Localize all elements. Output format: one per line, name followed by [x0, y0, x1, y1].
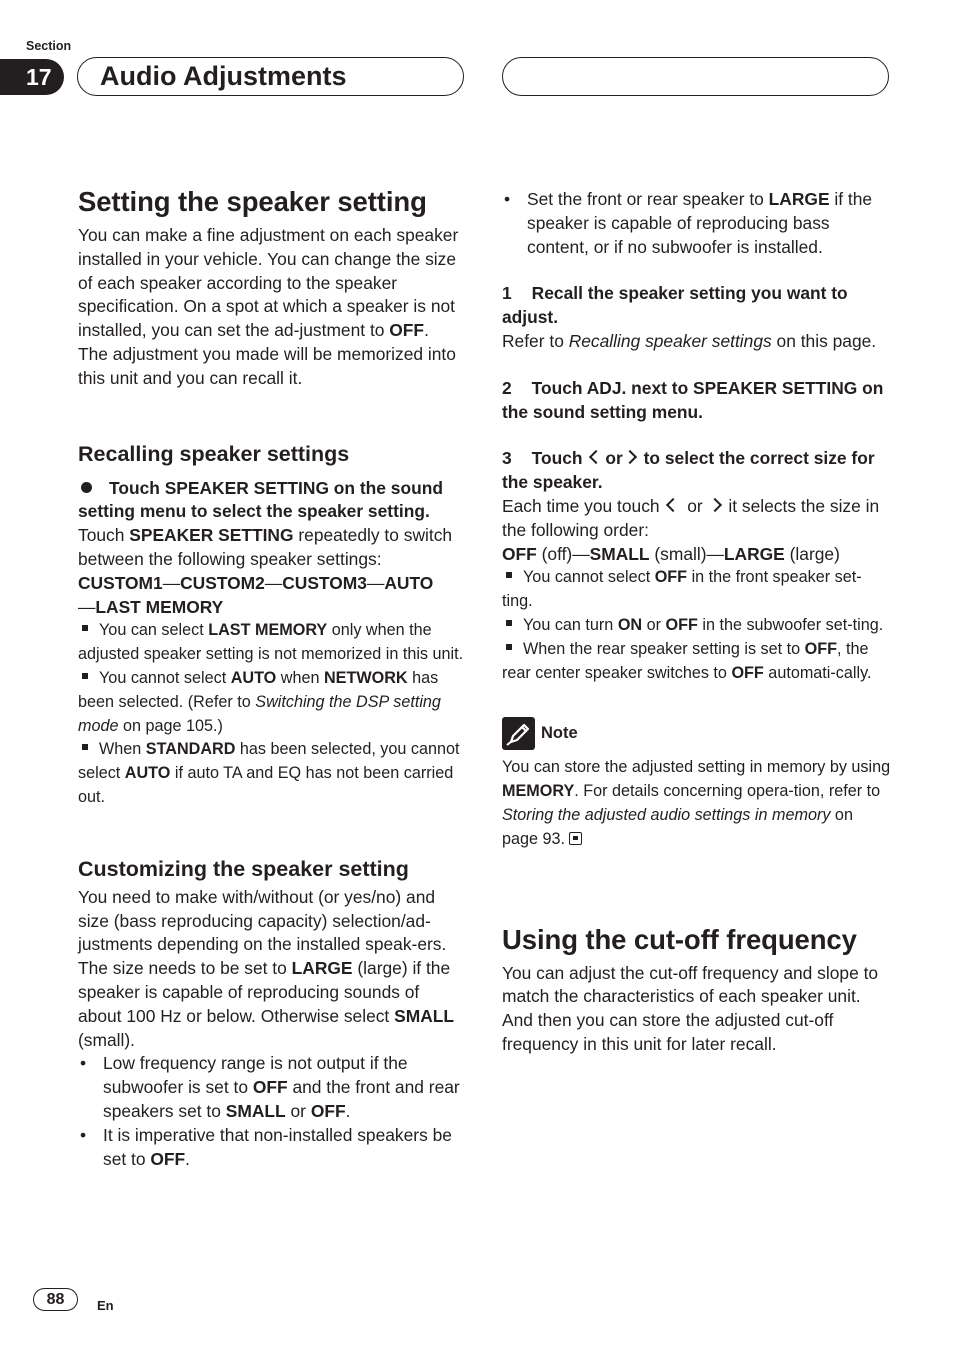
step-3: 3 Touch or to select the correct size for the speaker. — [502, 448, 875, 493]
language-code: En — [97, 1298, 114, 1313]
recall-note-1: You can select LAST MEMORY only when the adjusted speaker setting is not memorized in this unit. — [78, 621, 464, 664]
note-heading — [502, 717, 892, 750]
heading-cutoff: Using the cut-off frequency — [502, 923, 857, 955]
section-number-tab: 17 — [0, 59, 64, 95]
heading-recalling: Recalling speaker settings — [78, 441, 350, 466]
step-1-body: Refer to Recalling speaker settings on this page. — [502, 330, 877, 351]
end-mark-icon — [569, 832, 582, 845]
square-bullet-icon — [506, 572, 512, 578]
header-empty-frame — [502, 57, 889, 96]
cutoff-paragraph: You can adjust the cut-off frequency and slope to match the characteristics of each speaker unit. And then you can store the adjusted cut-off frequency in this unit for later recall. — [502, 962, 879, 1054]
step-2: 2 Touch ADJ. next to SPEAKER SETTING on the sound setting menu. — [502, 377, 884, 422]
chevron-right-icon — [707, 498, 721, 512]
page-number: 88 — [33, 1288, 78, 1311]
custom-paragraph: You need to make with/without (or yes/no) and size (bass reproducing capacity) selection/ad-justments depending on the installed speak-ers. The size needs to be set to LARGE (large) if the speaker is capable of reproducing sounds of about 100 Hz or below. Otherwise select SMALL (small). — [78, 886, 455, 1050]
size-note-2: You can turn ON or OFF in the subwoofer set-ting. — [502, 614, 892, 638]
size-note-3: When the rear speaker setting is set to OFF, the rear center speaker switches to OFF automati-cally. — [502, 639, 872, 682]
custom-bullet-1: • Low frequency range is not output if the subwoofer is set to OFF and the front and rear speakers set to SMALL or OFF. — [78, 1052, 466, 1123]
chapter-title: Audio Adjustments — [100, 61, 347, 91]
square-bullet-icon — [82, 673, 88, 679]
size-note-1: You cannot select OFF in the front speaker set-ting. — [502, 568, 862, 611]
heading-customizing: Customizing the speaker setting — [78, 856, 409, 881]
recall-note-2: You cannot select AUTO when NETWORK has been selected. (Refer to Switching the DSP setting mode on page 105.) — [78, 668, 441, 735]
recall-step: Touch SPEAKER SETTING on the sound setting menu to select the speaker setting. — [78, 477, 443, 522]
chevron-left-icon — [666, 498, 680, 512]
square-bullet-icon — [506, 644, 512, 650]
pencil-note-icon — [502, 717, 535, 750]
bullet-dot-icon — [81, 482, 92, 493]
right-column — [502, 188, 892, 1057]
section-label: Section — [26, 39, 72, 53]
heading-setting-speaker: Setting the speaker setting — [78, 186, 427, 217]
note-body: You can store the adjusted setting in memory by using MEMORY. For details concerning opera-tion, refer to Storing the adjusted audio settings in memory on page 93. — [502, 758, 891, 848]
left-column — [78, 186, 466, 1171]
recall-note-3: When STANDARD has been selected, you cannot select AUTO if auto TA and EQ has not been carried out. — [78, 740, 460, 806]
recall-sequence: CUSTOM1—CUSTOM2—CUSTOM3—AUTO —LAST MEMORY — [78, 572, 434, 617]
intro-paragraph-2: The adjustment you made will be memorized into this unit and you can recall it. — [78, 343, 456, 388]
chevron-left-icon — [589, 450, 603, 464]
square-bullet-icon — [82, 744, 88, 750]
size-order: OFF (off)—SMALL (small)—LARGE (large) — [502, 543, 840, 564]
step-1: 1 Recall the speaker setting you want to adjust. — [502, 283, 848, 328]
square-bullet-icon — [82, 625, 88, 631]
recall-body: Touch SPEAKER SETTING repeatedly to switch between the following speaker settings: — [78, 525, 453, 569]
square-bullet-icon — [506, 620, 512, 626]
note-title: Note — [541, 723, 578, 742]
intro-paragraph: You can make a fine adjustment on each speaker installed in your vehicle. You can change the size of each speaker according to the speaker specification. On a spot at which a speaker is not installed, you can set the ad-justment to OFF. — [78, 225, 459, 341]
chevron-right-icon — [623, 450, 637, 464]
custom-bullet-3: • Set the front or rear speaker to LARGE if the speaker is capable of reproducing bass content, or if no subwoofer is installed. — [502, 188, 892, 259]
step-3-body: Each time you touch or it selects the size in the following order: — [502, 495, 880, 540]
custom-bullet-2: • It is imperative that non-installed speakers be set to OFF. — [78, 1124, 466, 1172]
